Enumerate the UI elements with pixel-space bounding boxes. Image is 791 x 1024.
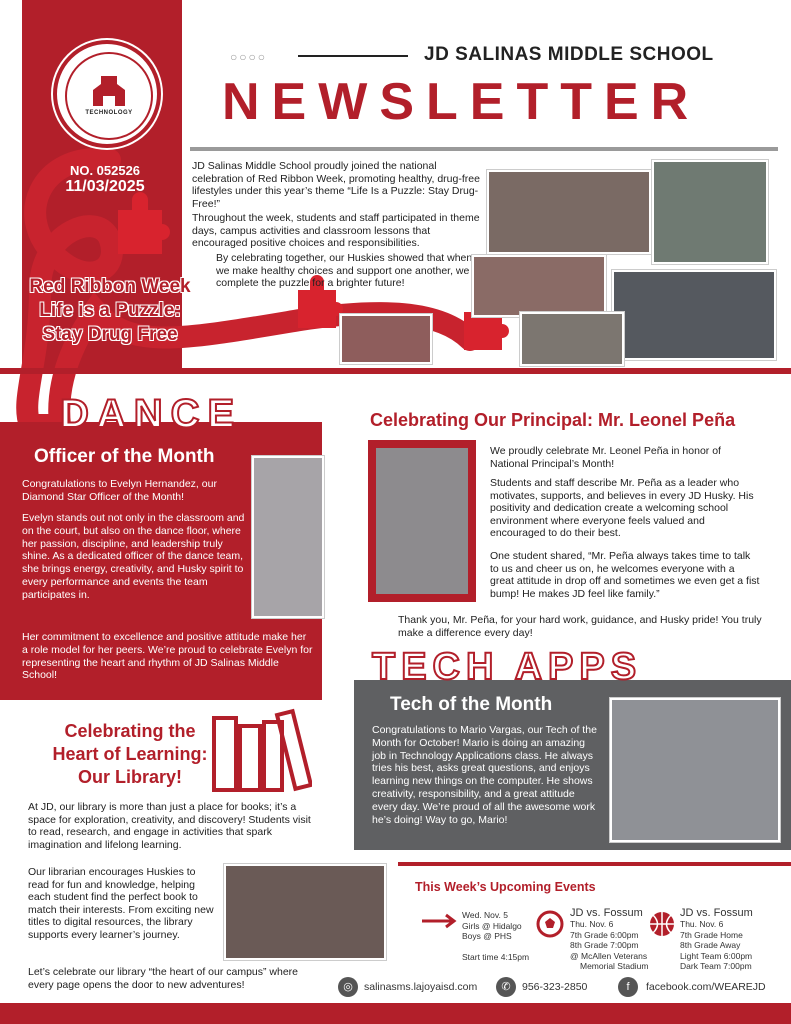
books-icon [212, 706, 312, 794]
principal-para2: Students and staff describe Mr. Peña as a leader who motivates, supports, and believes in every JD Husky. His positivity and dedication create a welcoming school environment where everyone feels valued and encouraged to do their best. [490, 477, 754, 539]
school-building-icon [67, 54, 151, 138]
footer-band [0, 1003, 791, 1024]
photo-principal [376, 448, 468, 594]
event-basketball-line3: 8th Grade Away [680, 940, 741, 950]
dance-para2: Evelyn stands out not only in the classroom and on the court, but also on the dance floor, where her passion, discipline, and leadership truly shine. As a dedicated officer of the dance team, she brings energy, creativity, and Husky spirit to every performance and events the team participates in. [22, 512, 245, 601]
facebook-link[interactable]: facebook.com/WEAREJD [646, 981, 766, 993]
photo-group-students [652, 160, 768, 264]
events-divider [398, 862, 791, 866]
phone-number[interactable]: 956-323-2850 [522, 981, 588, 993]
event-xc-line2: Girls @ Hidalgo [462, 920, 522, 931]
tech-para: Congratulations to Mario Vargas, our Tech of the Month for October! Mario is doing an amazing job in Technology Applications class. He always tries his best, asks great questions, and enjoys learning new things on the computer. He shows creativity, responsibility, and a great attitude every day. We’re proud of all the awesome work he’s doing! Way to go, Mario! [372, 724, 597, 826]
school-name: JD SALINAS MIDDLE SCHOOL [424, 44, 714, 65]
event-xc-line4: Start time 4:15pm [462, 951, 530, 962]
principal-para1: We proudly celebrate Mr. Leonel Peña in honor of National Principal’s Month! [490, 445, 721, 470]
soccer-ball-icon [536, 910, 564, 938]
photo-small-group [340, 314, 432, 364]
photo-students-line [520, 312, 624, 366]
event-soccer-line4: @ McAllen Veterans [570, 950, 648, 961]
library-para3: Let’s celebrate our library “the heart of our campus” where every page opens the door to new adventures! [28, 966, 299, 991]
library-heading-line1: Celebrating the [64, 721, 196, 741]
event-soccer-heading: JD vs. Fossum [570, 907, 643, 919]
photo-class-group [472, 255, 606, 317]
phone-icon: ✆ [496, 977, 516, 997]
page-title: NEWSLETTER [222, 73, 701, 131]
dance-section-title: DANCE [60, 392, 243, 436]
red-ribbon-para2: Throughout the week, students and staff participated in theme days, campus activities and classroom lessons that encouraged positive choices and responsibilities. [192, 212, 480, 249]
photo-library-students [224, 864, 386, 960]
event-basketball-heading: JD vs. Fossum [680, 907, 753, 919]
issue-number: NO. 052526 [69, 163, 141, 178]
library-heading-line3: Our Library! [77, 767, 183, 787]
red-ribbon-para3: By celebrating together, our Huskies showed that when we make healthy choices and support one another, we complete the puzzle for a brighter future! [216, 252, 473, 289]
principal-heading: Celebrating Our Principal: Mr. Leonel Peña [370, 410, 736, 430]
red-ribbon-title-line2: Life is a Puzzle: [39, 300, 181, 321]
event-basketball-line5: Dark Team 7:00pm [680, 961, 752, 971]
red-ribbon-title-line3: Stay Drug Free [42, 324, 178, 345]
basketball-icon [648, 910, 676, 938]
events-title: This Week’s Upcoming Events [415, 880, 596, 894]
event-basketball-line4: Light Team 6:00pm [680, 950, 753, 961]
decorative-dots: ○○○○ [230, 50, 267, 64]
red-ribbon-title [10, 275, 210, 347]
event-soccer [570, 907, 660, 972]
library-heading-line2: Heart of Learning: [52, 744, 208, 764]
website-link[interactable]: salinasms.lajoyaisd.com [364, 981, 478, 993]
photo-group-red-shirts [487, 170, 651, 254]
event-xc [462, 910, 542, 962]
event-basketball-line2: 7th Grade Home [680, 929, 743, 940]
library-para1: At JD, our library is more than just a place for books; it’s a space for exploration, creativity, and discovery! Students visit to read, research, and engage in activities that spark imagination and lifelong learning. [28, 801, 311, 851]
event-soccer-line5: Memorial Stadium [580, 961, 649, 971]
tech-section-title: TECH APPS [372, 646, 643, 688]
event-basketball-line1: Thu. Nov. 6 [680, 919, 724, 929]
header-divider [298, 55, 408, 57]
dance-para3: Her commitment to excellence and positive attitude make her a role model for her peers. We’re proud to celebrate Evelyn for representing the heart and rhythm of JD Salinas Middle School! [22, 631, 313, 682]
globe-icon: ◎ [338, 977, 358, 997]
principal-photo-frame [368, 440, 476, 602]
photo-tech-student [610, 698, 780, 842]
officer-heading: Officer of the Month [34, 446, 215, 467]
event-soccer-line1: Thu. Nov. 6 [570, 919, 614, 929]
issue-date: 11/03/2025 [65, 178, 145, 195]
event-soccer-line3: 8th Grade 7:00pm [570, 940, 639, 950]
red-ribbon-para1: JD Salinas Middle School proudly joined the national celebration of Red Ribbon Week, promoting healthy, drug-free lifestyles under this year’s theme “Life Is a Puzzle: Stay Drug-Free!” [192, 160, 480, 210]
title-underline [190, 147, 778, 151]
tech-heading: Tech of the Month [390, 694, 553, 715]
photo-dance-officer [252, 456, 324, 618]
logo-text: TECHNOLOGY [85, 110, 133, 116]
principal-para3: One student shared, “Mr. Peña always takes time to talk to us and cheer us on, he welcomes everyone with a great attitude in drop off and sometimes we even get a fist bump! He makes JD feel like family.” [490, 550, 760, 600]
red-ribbon-title-line1: Red Ribbon Week [29, 276, 191, 297]
photo-team-group [612, 270, 776, 360]
event-soccer-line2: 7th Grade 6:00pm [570, 929, 639, 940]
library-heading [30, 720, 230, 789]
event-basketball [680, 907, 780, 972]
principal-para4: Thank you, Mr. Peña, for your hard work, guidance, and Husky pride! You truly make a difference every day! [398, 614, 762, 639]
library-para2: Our librarian encourages Huskies to read for fun and knowledge, helping each student find the perfect book to match their interests. From exciting new titles to digital resources, the library supports every learner’s journey. [28, 866, 214, 941]
cross-country-icon [420, 912, 458, 930]
event-xc-line1: Wed. Nov. 5 [462, 910, 508, 920]
event-xc-line3: Boys @ PHS [462, 931, 512, 941]
dance-para1: Congratulations to Evelyn Hernandez, our Diamond Star Officer of the Month! [22, 478, 217, 503]
facebook-icon: f [618, 977, 638, 997]
district-logo [53, 40, 161, 148]
section-divider [0, 368, 791, 374]
